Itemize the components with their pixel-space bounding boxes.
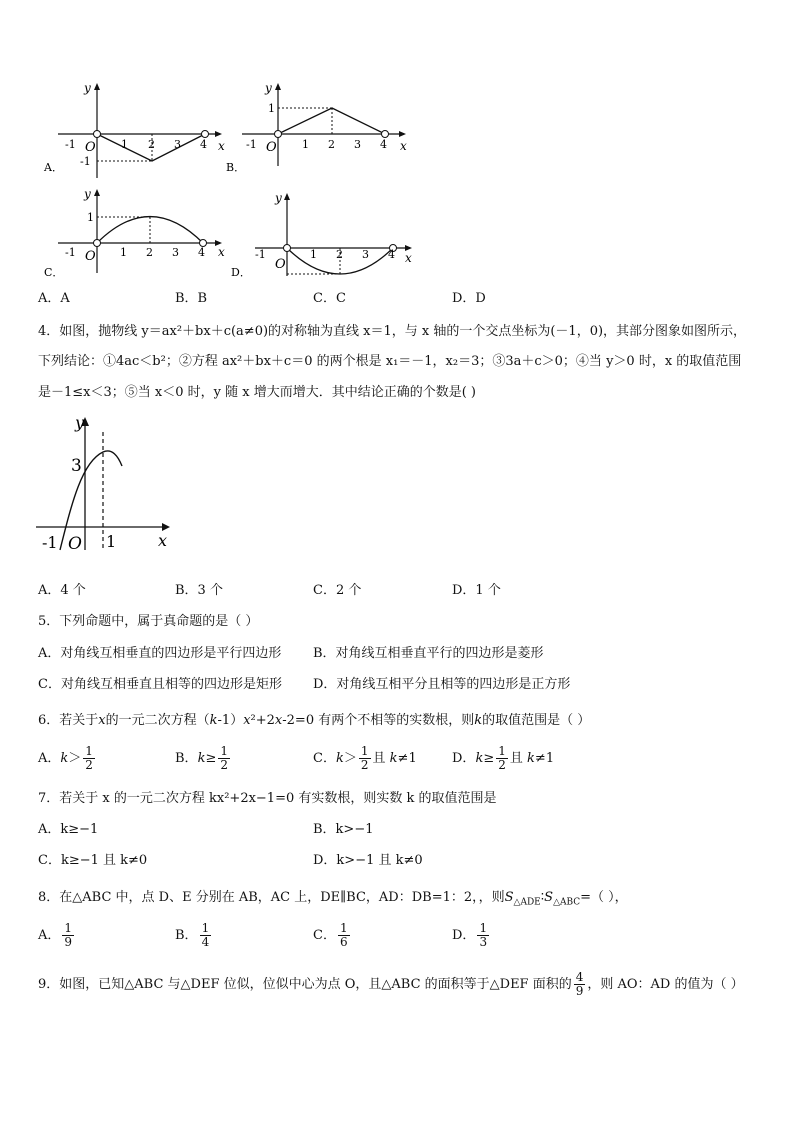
q4-x-label: x bbox=[158, 531, 168, 550]
graph-b-x-label: x bbox=[400, 139, 407, 153]
q6-stem-e: -2=0 有两个不相等的实数根，则 bbox=[282, 713, 475, 728]
q8-area-s1: S bbox=[504, 890, 514, 905]
q7-option-b: B．k>−1 bbox=[313, 822, 374, 837]
graph-d-label: D． bbox=[231, 266, 251, 278]
graph-c-tick-3: 3 bbox=[172, 246, 179, 259]
fraction: $\frac{1}{2}$ bbox=[220, 744, 228, 772]
q4-label-3: 3 bbox=[71, 456, 82, 476]
graph-d-tick-3: 3 bbox=[362, 248, 369, 261]
graph-d bbox=[231, 191, 412, 278]
q8-stem-a: 8．在△ABC 中，点 D、E 分别在 AB，AC 上，DE∥BC，AD：DB=1：2，，则 bbox=[38, 890, 505, 905]
q6-var-x2: x bbox=[243, 713, 251, 728]
fraction: $\frac{1}{9}$ bbox=[64, 921, 73, 949]
q6-option-c: C．k＞ $\frac{1}{2}$ 且 k≠1 bbox=[313, 744, 417, 772]
graph-b-x-arrow bbox=[399, 131, 406, 137]
q7-stem: 7．若关于 x 的一元二次方程 kx²+2x−1=0 有实数根，则实数 k 的取值范围是 bbox=[38, 791, 497, 806]
q6-option-a: A．k＞ $\frac{1}{2}$ bbox=[38, 744, 93, 772]
graph-b-tick-1: 1 bbox=[302, 138, 309, 151]
graph-c-tick-4: 4 bbox=[198, 246, 205, 259]
graph-a-tick-ym1: -1 bbox=[80, 155, 91, 168]
graph-a-y-arrow bbox=[94, 83, 100, 90]
graph-b-open-dot-origin bbox=[275, 131, 282, 138]
q4-parabola-graph bbox=[30, 410, 190, 560]
graph-c-origin: O bbox=[85, 249, 96, 264]
q9-stem-b: ，则 AO：AD 的值为（ ） bbox=[587, 977, 744, 992]
q4-option-c: C．2 个 bbox=[313, 583, 362, 598]
q6-var-k: k bbox=[209, 713, 218, 728]
graph-b-y-label: y bbox=[265, 81, 272, 95]
graph-a-tick-1: 1 bbox=[121, 138, 128, 151]
graph-c bbox=[44, 187, 225, 278]
q4-y-label: y bbox=[75, 413, 85, 432]
q7-option-c: C．k≥−1 且 k≠0 bbox=[38, 853, 148, 868]
graph-a-x-label: x bbox=[218, 139, 225, 153]
graph-d-tick-1: 1 bbox=[310, 248, 317, 261]
graph-b bbox=[226, 81, 407, 174]
q4-option-a: A．4 个 bbox=[38, 583, 86, 598]
graph-d-x-label: x bbox=[405, 251, 412, 265]
graph-c-tick-y1: 1 bbox=[87, 211, 94, 224]
q3-option-c: C．C bbox=[313, 291, 346, 306]
graph-a-tick-2: 2 bbox=[148, 138, 155, 151]
q7-option-a: A．k≥−1 bbox=[38, 822, 99, 837]
q3-option-a: A．A bbox=[38, 291, 70, 306]
graph-a-open-dot-origin bbox=[94, 131, 101, 138]
q6-var-x3: x bbox=[274, 713, 283, 728]
q9-stem bbox=[38, 971, 744, 998]
q6-var-k2: k bbox=[474, 713, 483, 728]
q8-area-sub2: △ABC bbox=[553, 897, 581, 908]
q8-stem: 8．在△ABC 中，点 D、E 分别在 AB，AC 上，DE∥BC，AD：DB=1：2，，则$S_{\triangle ADE}∶S_{\triangle ABC}=$（ ）， bbox=[38, 890, 628, 908]
graph-c-tick-2: 2 bbox=[146, 246, 153, 259]
q8-stem-b: =（ ）， bbox=[580, 890, 628, 905]
graph-d-y-label: y bbox=[275, 191, 282, 205]
fraction: $\frac{1}{2}$ bbox=[498, 744, 506, 772]
fraction: $\frac{1}{2}$ bbox=[360, 744, 369, 772]
q3-option-d: D．D bbox=[452, 291, 486, 306]
q5-option-b: B．对角线互相垂直平行的四边形是菱形 bbox=[313, 646, 544, 661]
fraction: $\frac{1}{4}$ bbox=[201, 921, 210, 949]
q6-option-d: D．k≥ $\frac{1}{2}$ 且 k≠1 bbox=[452, 744, 555, 772]
graph-c-open-dot-origin bbox=[94, 240, 101, 247]
q8-option-a: A． $\frac{1}{9}$ bbox=[38, 921, 73, 949]
fraction: $\frac{1}{3}$ bbox=[479, 921, 488, 949]
graph-d-tick-neg1: -1 bbox=[255, 248, 266, 261]
q3-graphs bbox=[40, 78, 420, 278]
graph-c-y-arrow bbox=[94, 189, 100, 196]
q4-stem-line1: 4．如图，抛物线 y＝ax²＋bx＋c(a≠0)的对称轴为直线 x＝1，与 x 轴的一个交点坐标为(－1，0)，其部分图象如图所示， bbox=[38, 324, 747, 339]
q8-area-sub1: △ADE bbox=[513, 897, 541, 908]
q4-label-1: 1 bbox=[106, 532, 117, 551]
graph-b-open-dot-end bbox=[382, 131, 389, 138]
graph-b-label: B． bbox=[226, 161, 246, 174]
q8-option-d: D． $\frac{1}{3}$ bbox=[452, 921, 488, 949]
graph-a-tick-4: 4 bbox=[200, 138, 207, 151]
graph-d-open-dot-origin bbox=[284, 245, 291, 252]
q6-stem-d: ²+2 bbox=[250, 713, 275, 728]
q8-area-s2: S bbox=[544, 890, 554, 905]
q8-option-b: B． $\frac{1}{4}$ bbox=[175, 921, 210, 949]
q4-x-arrow bbox=[162, 523, 170, 531]
graph-b-tick-neg1: -1 bbox=[246, 138, 257, 151]
q4-label-neg1: -1 bbox=[42, 533, 58, 552]
q6-option-b: B．k≥ $\frac{1}{2}$ bbox=[175, 744, 228, 772]
graph-b-tick-4: 4 bbox=[380, 138, 387, 151]
q5-option-d: D．对角线互相平分且相等的四边形是正方形 bbox=[313, 677, 571, 692]
q5-option-c: C．对角线互相垂直且相等的四边形是矩形 bbox=[38, 677, 282, 692]
q6-stem-a: 6．若关于 bbox=[38, 713, 99, 728]
graph-c-label: C． bbox=[44, 266, 64, 278]
q6-var-x: x bbox=[98, 713, 106, 728]
q4-stem-line2: 下列结论：①4ac＜b²；②方程 ax²＋bx＋c＝0 的两个根是 x₁＝－1，x₂＝3；③3a＋c＞0；④当 y＞0 时，x 的取值范围 bbox=[38, 354, 742, 369]
q5-stem: 5．下列命题中，属于真命题的是（ ） bbox=[38, 614, 259, 629]
fraction: $\frac{1}{2}$ bbox=[85, 744, 93, 772]
graph-a-tick-neg1: -1 bbox=[65, 138, 76, 151]
q6-stem-f: 的取值范围是（ ） bbox=[482, 713, 591, 728]
graph-b-tick-2: 2 bbox=[328, 138, 335, 151]
graph-d-y-arrow bbox=[284, 193, 290, 200]
q4-option-d: D．1 个 bbox=[452, 583, 501, 598]
graph-a-x-arrow bbox=[215, 131, 222, 137]
graph-a-origin: O bbox=[85, 140, 96, 155]
graph-c-x-label: x bbox=[218, 245, 225, 259]
graph-b-y-arrow bbox=[275, 83, 281, 90]
graph-d-tick-2: 2 bbox=[336, 248, 343, 261]
graph-a-y-label: y bbox=[84, 81, 91, 95]
q7-option-d: D．k>−1 且 k≠0 bbox=[313, 853, 423, 868]
q4-stem-line3: 是－1≤x＜3；⑤当 x＜0 时，y 随 x 增大而增大．其中结论正确的个数是( ) bbox=[38, 385, 476, 400]
q6-stem bbox=[38, 712, 590, 730]
graph-b-tick-y1: 1 bbox=[268, 102, 275, 115]
graph-d-origin: O bbox=[275, 257, 286, 272]
q3-option-b: B．B bbox=[175, 291, 208, 306]
q6-stem-c: -1） bbox=[217, 713, 244, 728]
q4-option-b: B．3 个 bbox=[175, 583, 223, 598]
graph-a-open-dot-end bbox=[202, 131, 209, 138]
q5-option-a: A．对角线互相垂直的四边形是平行四边形 bbox=[38, 646, 282, 661]
graph-a-tick-3: 3 bbox=[174, 138, 181, 151]
graph-d-tick-4: 4 bbox=[388, 248, 395, 261]
graph-a-label: A． bbox=[44, 161, 63, 174]
graph-c-y-label: y bbox=[84, 187, 91, 201]
graph-b-origin: O bbox=[266, 140, 277, 155]
fraction: $\frac{1}{6}$ bbox=[339, 921, 348, 949]
q8-option-c: C． $\frac{1}{6}$ bbox=[313, 921, 348, 949]
q4-origin: O bbox=[68, 534, 82, 554]
graph-b-tick-3: 3 bbox=[354, 138, 361, 151]
graph-c-tick-neg1: -1 bbox=[65, 246, 76, 259]
fraction: $\frac{4}{9}$ bbox=[575, 970, 584, 998]
q6-stem-b: 的一元二次方程（ bbox=[105, 713, 210, 728]
q9-stem-a: 9．如图，已知△ABC 与△DEF 位似，位似中心为点 O，且△ABC 的面积等于△DEF 面积的 bbox=[38, 977, 572, 992]
graph-a bbox=[43, 81, 225, 178]
graph-c-tick-1: 1 bbox=[120, 246, 127, 259]
